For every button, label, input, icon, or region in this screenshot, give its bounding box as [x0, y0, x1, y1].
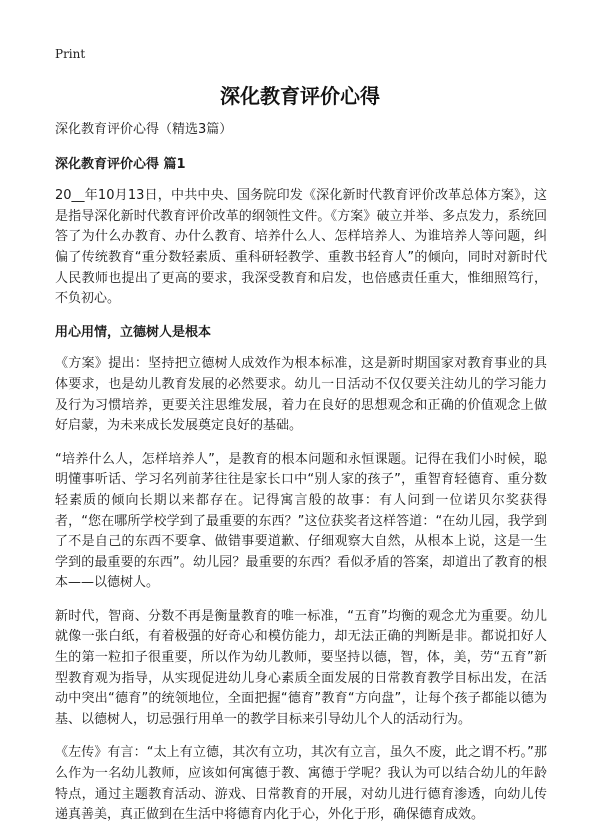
paragraph-2: 《方案》提出：坚持把立德树人成效作为根本标准，这是新时期国家对教育事业的具体要求，也是幼儿教育发展的必然要求。幼儿一日活动不仅仅要关注幼儿的学习能力及行为习惯培养，更要关注思维发展，着力在良好的思想观念和正确的价值观念上做好启蒙，为未来成长发展奠定良好的基础。 — [55, 356, 547, 434]
paragraph-5: 《左传》有言：“太上有立德，其次有立功，其次有立言，虽久不废，此之谓不朽。”那么作为一名幼儿教师，应该如何寓德于教、寓德于学呢？我认为可以结合幼儿的年龄特点，通过主题教育活动、游戏、日常教育的开展，对幼儿进行德育渗透，向幼儿传递真善美，真正做到在生活中将德育内化于心，外化于形，确保德育成效。 — [55, 745, 547, 823]
paragraph-3: “培养什么人，怎样培养人”，是教育的根本问题和永恒课题。记得在我们小时候，聪明懂事听话、学习名列前茅往往是家长口中“别人家的孩子”，重智育轻德育、重分数轻素质的倾向长期以来都存在。记得寓言般的故事：有人问到一位诺贝尔奖获得者，“您在哪所学校学到了最重要的东西？”这位获奖者这样答道：“在幼儿园，我学到了不是自己的东西不要拿、做错事要道歉、仔细观察大自然，从根本上说，这是一生学到的最重要的东西”。幼儿园？最重要的东西？看似矛盾的答案，却道出了教育的根本——以德树人。 — [55, 451, 547, 591]
print-link[interactable]: Print — [55, 47, 86, 61]
subtitle: 深化教育评价心得（精选3篇） — [55, 122, 233, 137]
chapter-heading: 深化教育评价心得 篇1 — [55, 156, 186, 172]
page-title: 深化教育评价心得 — [220, 84, 380, 108]
section-heading: 用心用情，立德树人是根本 — [55, 324, 212, 340]
article-body — [55, 120, 547, 839]
paragraph-4: 新时代，智商、分数不再是衡量教育的唯一标准，“五育”均衡的观念尤为重要。幼儿就像一张白纸，有着极强的好奇心和模仿能力，却无法正确的判断是非。都说扣好人生的第一粒扣子很重要，所以作为幼儿教师，要坚持以德，智，体，美，劳“五育”新型教育观为指导，从实现促进幼儿身心素质全面发展的日常教育教学目标出发，在活动中突出“德育”的统领地位，全面把握“德育”教育“方向盘”，让每个孩子都能以德为基、以德树人，切忌强行用单一的教学目标来引导幼儿个人的活动行为。 — [55, 608, 547, 727]
paragraph-1: 20__年10月13日，中共中央、国务院印发《深化新时代教育评价改革总体方案》，这是指导深化新时代教育评价改革的纲领性文件。《方案》破立并举、多点发力，系统回答了为什么办教育、办什么教育、培养什么人、怎样培养人、为谁培养人等问题，纠偏了传统教育“重分数轻素质、重科研轻教学、重教书轻育人”的倾向，同时对新时代人民教师也提出了更高的要求，我深受教育和启发，也倍感责任重大，惟细照笃行，不负初心。 — [55, 188, 547, 307]
